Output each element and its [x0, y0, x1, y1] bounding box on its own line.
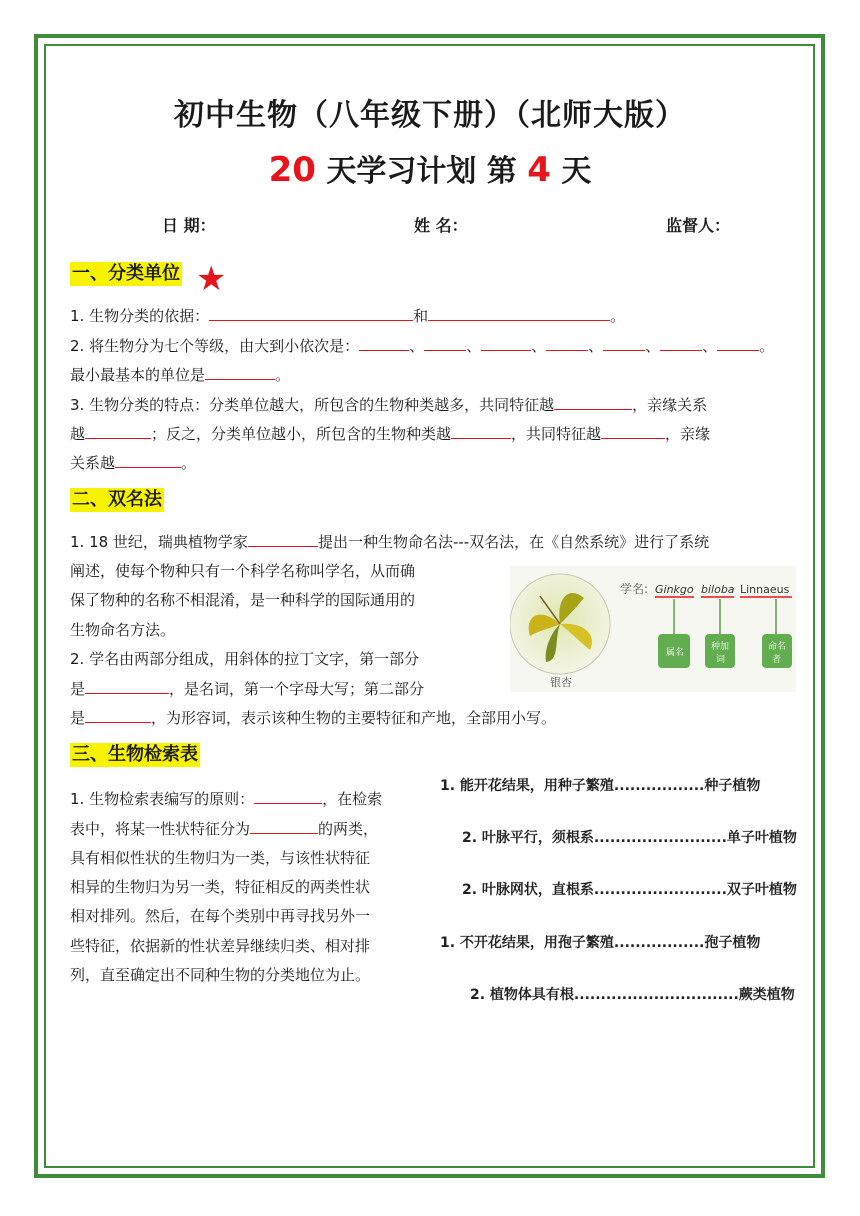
supervisor-label: 监督人： [666, 216, 731, 235]
s1-line-3: 最小最基本的单位是 。 [70, 366, 291, 384]
answer-blank[interactable] [717, 335, 759, 351]
answer-blank[interactable] [209, 305, 413, 321]
answer-blank[interactable] [359, 335, 409, 351]
answer-blank[interactable] [85, 678, 169, 694]
ginkgo-caption: 银杏 [550, 676, 572, 689]
section-heading-1: 一、分类单位 [72, 263, 180, 284]
answer-blank[interactable] [451, 423, 511, 439]
answer-blank[interactable] [481, 335, 531, 351]
section-heading-3: 三、生物检索表 [72, 744, 198, 765]
name-label: 姓 名： [414, 216, 468, 235]
plan-days: 20 [268, 150, 316, 190]
plan-day-number: 4 [527, 150, 551, 190]
answer-blank[interactable] [85, 423, 151, 439]
answer-blank[interactable] [85, 707, 151, 723]
species-box-2: 词 [716, 655, 726, 665]
key-line-5: 2. 植物体具有根...............................蕨类植物 [470, 987, 795, 1003]
key-line-2: 2. 叶脉平行，须根系.........................单子叶植物 [462, 830, 797, 846]
s2-line-4: 生物命名方法。 [70, 621, 176, 639]
species-name: biloba [701, 583, 735, 596]
ginkgo-scientific-name-figure [510, 566, 796, 692]
answer-blank[interactable] [254, 788, 322, 804]
plan-title [0, 146, 860, 190]
answer-blank[interactable] [660, 335, 702, 351]
answer-blank[interactable] [205, 364, 275, 380]
page-title: 初中生物（八年级下册）（北师大版） [174, 98, 686, 133]
genus-name: Ginkgo [655, 583, 694, 596]
answer-blank[interactable] [601, 423, 665, 439]
s1-line-1: 1. 生物分类的依据： 和 。 [70, 307, 626, 325]
s3-line-5: 相对排列。然后，在每个类别中再寻找另外一 [70, 907, 371, 925]
answer-blank[interactable] [248, 531, 318, 547]
s2-line-2: 阐述，使每个物种只有一个科学名称叫学名，从而确 [70, 562, 416, 580]
s3-line-1: 1. 生物检索表编写的原则： ，在检索 [70, 790, 383, 808]
s1-line-4: 3. 生物分类的特点：分类单位越大，所包含的生物种类越多，共同特征越 ，亲缘关系 [70, 396, 708, 414]
plan-text-end: 天 [550, 154, 592, 189]
date-label: 日 期： [162, 216, 216, 235]
s3-line-4: 相异的生物归为另一类，特征相反的两类性状 [70, 878, 371, 896]
author-box-2: 者 [772, 655, 782, 665]
s2-line-6: 是 ，是名词，第一个字母大写；第二部分 [70, 680, 425, 698]
scientific-name-label: 学名: [620, 582, 649, 596]
key-line-1: 1. 能开花结果，用种子繁殖.................种子植物 [440, 778, 761, 794]
answer-blank[interactable] [554, 394, 632, 410]
key-line-4: 1. 不开花结果，用孢子繁殖.................孢子植物 [440, 935, 761, 951]
s1-line-2: 2. 将生物分为七个等级，由大到小依次是： 、 、 、 、 、 、 。 [70, 337, 775, 355]
s3-line-2: 表中，将某一性状特征分为 的两类， [70, 820, 379, 838]
section-heading-2: 二、双名法 [72, 489, 162, 510]
answer-blank[interactable] [250, 818, 318, 834]
plan-text: 天学习计划 第 [315, 154, 528, 189]
s3-line-6: 些特征，依据新的性状差异继续归类、相对排 [70, 937, 371, 955]
s2-line-3: 保了物种的名称不相混淆，是一种科学的国际通用的 [70, 591, 416, 609]
answer-blank[interactable] [546, 335, 588, 351]
s2-line-1: 1. 18 世纪，瑞典植物学家 提出一种生物命名法---双名法，在《自然系统》进行了系统 [70, 533, 710, 551]
s2-line-5: 2. 学名由两部分组成，用斜体的拉丁文字，第一部分 [70, 650, 420, 668]
author-name: Linnaeus [740, 583, 790, 596]
answer-blank[interactable] [603, 335, 645, 351]
author-box-1: 命名 [768, 642, 787, 652]
s1-line-5: 越 ；反之，分类单位越小，所包含的生物种类越 ，共同特征越 ，亲缘 [70, 425, 711, 443]
s3-line-3: 具有相似性状的生物归为一类，与该性状特征 [70, 849, 371, 867]
key-line-3: 2. 叶脉网状，直根系.........................双子叶植物 [462, 882, 797, 898]
s2-line-7: 是 ，为形容词，表示该种生物的主要特征和产地，全部用小写。 [70, 709, 557, 727]
answer-blank[interactable] [115, 452, 181, 468]
s1-line-6: 关系越 。 [70, 454, 197, 472]
answer-blank[interactable] [424, 335, 466, 351]
answer-blank[interactable] [428, 305, 610, 321]
s3-line-7: 列，直至确定出不同种生物的分类地位为止。 [70, 966, 371, 984]
species-box-1: 种加 [711, 642, 730, 652]
genus-box: 属名 [666, 648, 685, 658]
star-icon: ★ [196, 259, 227, 299]
